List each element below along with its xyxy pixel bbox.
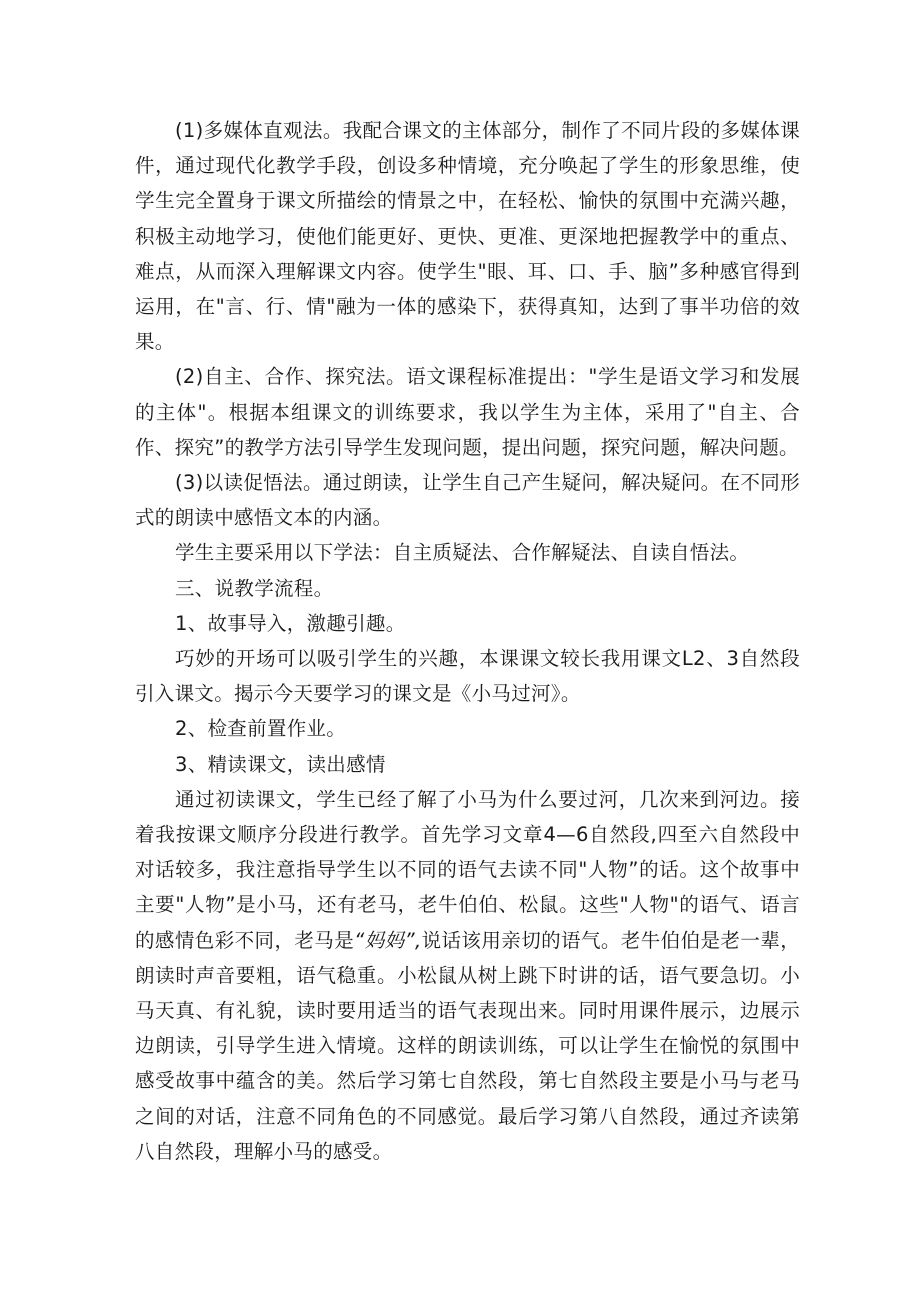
document-body: [135, 113, 800, 1169]
paragraph-multimedia-method: (1)多媒体直观法。我配合课文的主体部分，制作了不同片段的多媒体课件，通过现代化教学手段，创设多种情境，充分唤起了学生的形象思维，使学生完全置身于课文所描绘的情景之中，在轻松、愉快的氛围中充满兴趣，积极主动地学习，使他们能更好、更快、更准、更深地把握教学中的重点、难点，从而深入理解课文内容。使学生"眼、耳、口、手、脑”多种感官得到运用，在"言、行、情"融为一体的感染下，获得真知，达到了事半功倍的效果。: [135, 119, 800, 354]
step-heading-check-homework: 2、检查前置作业。: [175, 717, 347, 741]
section-heading-teaching-process: 三、说教学流程。: [175, 576, 334, 600]
paragraph-close-reading: [135, 782, 800, 1169]
paragraph-learning-methods: 学生主要采用以下学法：自主质疑法、合作解疑法、自读自悟法。: [175, 541, 750, 565]
close-reading-text-part2: 说话该用亲切的语气。老牛伯伯是老一辈，朗读时声音要粗，语气稳重。小松鼠从树上跳下时讲的话，语气要急切。小马天真、有礼貌，读时要用适当的语气表现出来。同时用课件展示，边展示边朗读，引导学生进入情境。这样的朗读训练，可以让学生在愉悦的氛围中感受故事中蕴含的美。然后学习第七自然段，第七自然段主要是小马与老马之间的对话，注意不同角色的不同感觉。最后学习第八自然段，通过齐读第八自然段，理解小马的感受。: [135, 928, 801, 1163]
emphasized-quote-mama: “妈妈”,: [354, 928, 422, 952]
close-reading-text-part1: 通过初读课文，学生已经了解了小马为什么要过河，几次来到河边。接着我按课文顺序分段进行教学。首先学习文章4—6自然段,四至六自然段中对话较多，我注意指导学生以不同的语气去读不同"人物”的话。这个故事中主要"人物”是小马，还有老马，老牛伯伯、松鼠。这些"人物"的语气、语言的感情色彩不同，老马是: [135, 787, 800, 952]
paragraph-reading-method: (3)以读促悟法。通过朗读，让学生自己产生疑问，解决疑问。在不同形式的朗读中感悟文本的内涵。: [135, 471, 800, 530]
paragraph-inquiry-method: (2)自主、合作、探究法。语文课程标准提出："学生是语文学习和发展的主体"。根据本组课文的训练要求，我以学生为主体，采用了"自主、合作、探究”的教学方法引导学生发现问题，提出问题，探究问题，解决问题。: [135, 365, 800, 459]
step-heading-story-intro: 1、故事导入，激趣引趣。: [175, 611, 406, 635]
paragraph-story-intro: 巧妙的开场可以吸引学生的兴趣，本课课文较长我用课文L2、3自然段引入课文。揭示今天要学习的课文是《小马过河》。: [135, 647, 800, 706]
step-heading-close-reading: 3、精读课文，读出感情: [175, 752, 386, 776]
